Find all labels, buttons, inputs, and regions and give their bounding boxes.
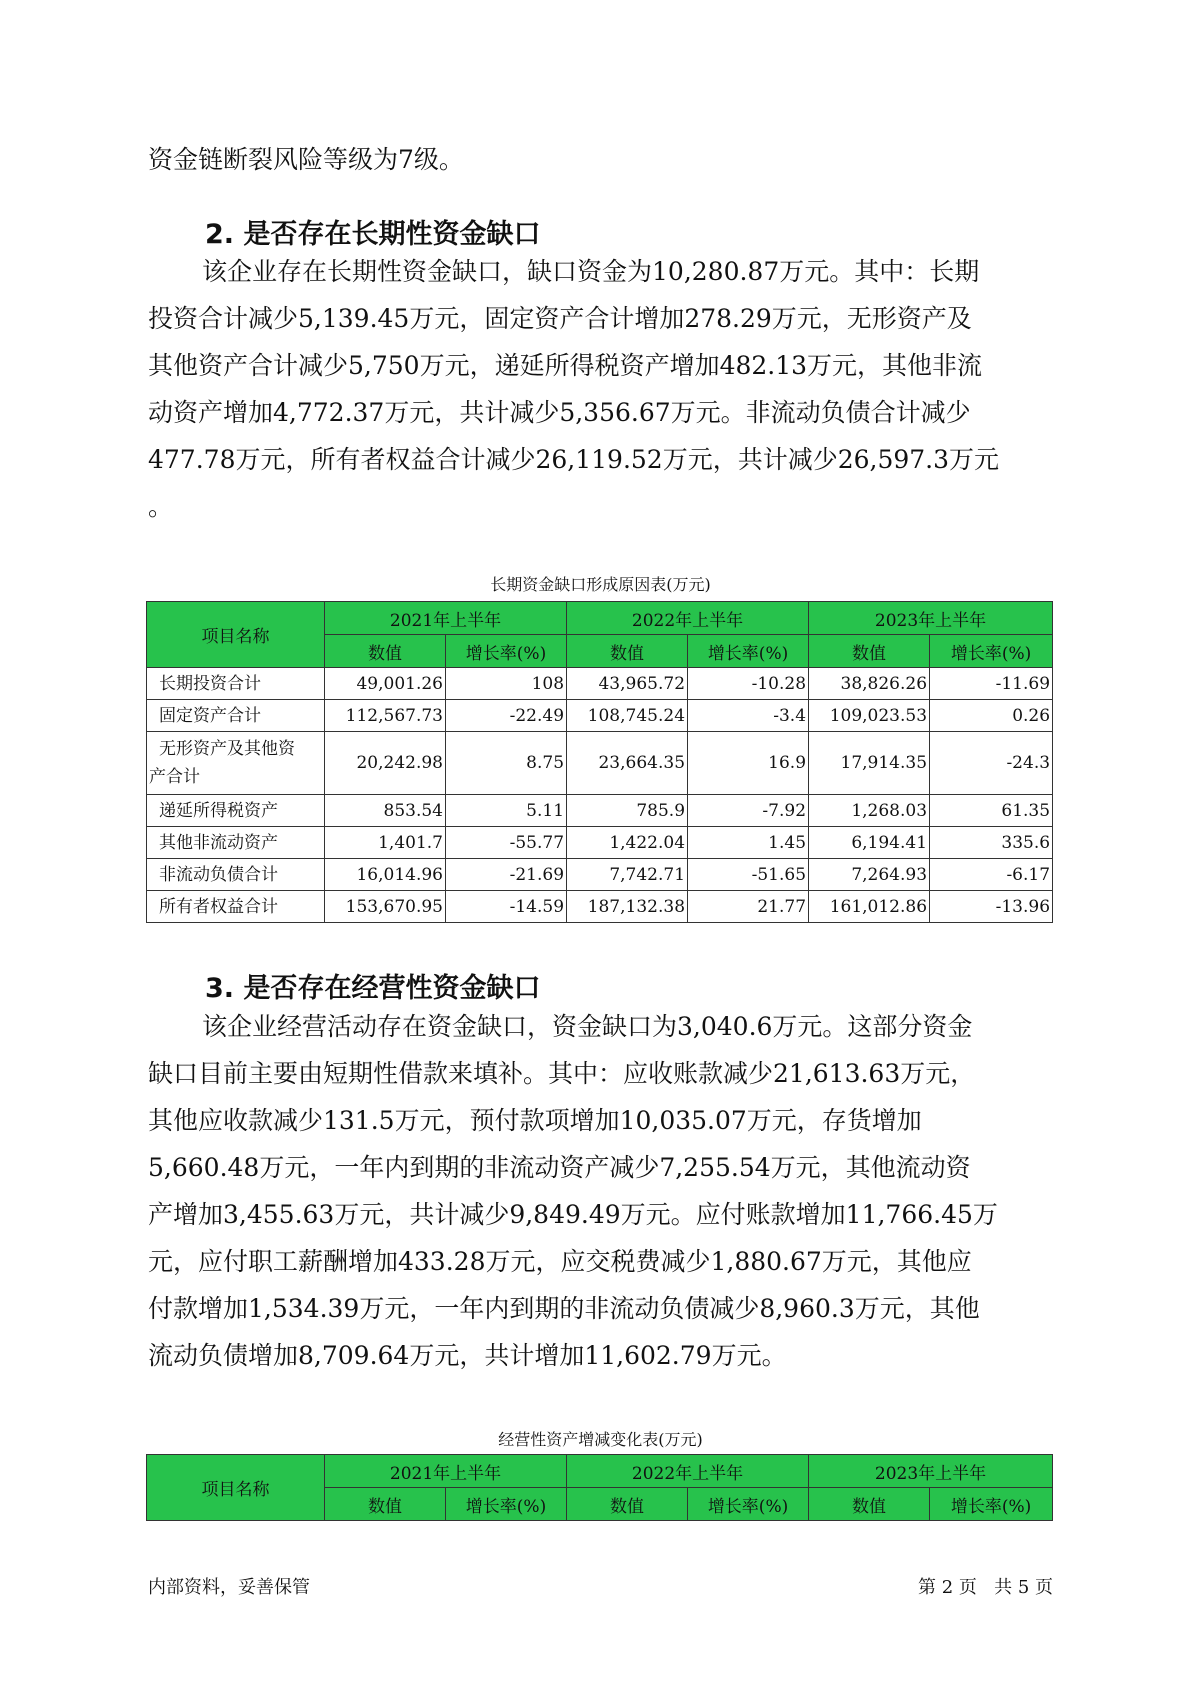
paragraph-line: 流动负债增加8,709.64万元，共计增加11,602.79万元。 <box>148 1341 787 1370</box>
row-item-name-line: 非流动负债合计 <box>159 864 278 885</box>
growth-rate-cell: -7.92 <box>688 795 809 827</box>
row-item-name-line: 所有者权益合计 <box>159 896 278 917</box>
growth-rate-cell: 8.75 <box>446 732 567 795</box>
value-cell: 1,268.03 <box>809 795 930 827</box>
footer-page-number: 第 2 页 共 5 页 <box>918 1577 1053 1598</box>
section2-heading: 2. 是否存在长期性资金缺口 <box>205 219 541 250</box>
footer-left: 内部资料，妥善保管 <box>148 1577 310 1598</box>
growth-header: 增长率(%) <box>930 635 1053 668</box>
intro-line: 资金链断裂风险等级为7级。 <box>148 145 464 174</box>
value-header: 数值 <box>809 635 930 668</box>
value-cell: 853.54 <box>325 795 446 827</box>
growth-rate-cell: 0.26 <box>930 700 1053 732</box>
table-row <box>147 827 1053 859</box>
value-cell: 17,914.35 <box>809 732 930 795</box>
paragraph-line: 。 <box>148 492 174 521</box>
growth-rate-cell: -21.69 <box>446 859 567 891</box>
value-cell: 153,670.95 <box>325 891 446 923</box>
row-item-name <box>147 700 325 732</box>
period-header: 2021年上半年 <box>325 602 567 635</box>
growth-rate-cell: -55.77 <box>446 827 567 859</box>
growth-rate-cell: -11.69 <box>930 668 1053 700</box>
growth-rate-cell: 335.6 <box>930 827 1053 859</box>
period-header: 2022年上半年 <box>567 1455 809 1488</box>
growth-header: 增长率(%) <box>688 635 809 668</box>
section3-heading: 3. 是否存在经营性资金缺口 <box>205 973 541 1004</box>
row-item-name <box>147 795 325 827</box>
value-cell: 161,012.86 <box>809 891 930 923</box>
growth-rate-cell: 21.77 <box>688 891 809 923</box>
table-row <box>147 859 1053 891</box>
growth-rate-cell: -22.49 <box>446 700 567 732</box>
intro-paragraph <box>148 136 1048 183</box>
paragraph-line: 5,660.48万元，一年内到期的非流动资产减少7,255.54万元，其他流动资 <box>148 1153 971 1182</box>
item-name-header: 项目名称 <box>147 1455 325 1521</box>
row-item-name <box>147 891 325 923</box>
value-cell: 49,001.26 <box>325 668 446 700</box>
growth-rate-cell: -24.3 <box>930 732 1053 795</box>
growth-rate-cell: 108 <box>446 668 567 700</box>
growth-rate-cell: 61.35 <box>930 795 1053 827</box>
value-cell: 1,401.7 <box>325 827 446 859</box>
growth-rate-cell: -3.4 <box>688 700 809 732</box>
growth-rate-cell: 5.11 <box>446 795 567 827</box>
row-item-name-line: 递延所得税资产 <box>159 800 278 821</box>
row-item-name-line: 无形资产及其他资 <box>159 739 295 759</box>
table-row <box>147 795 1053 827</box>
paragraph-line: 缺口目前主要由短期性借款来填补。其中：应收账款减少21,613.63万元， <box>148 1059 976 1088</box>
period-header: 2022年上半年 <box>567 602 809 635</box>
growth-header: 增长率(%) <box>446 1488 567 1521</box>
growth-rate-cell: -13.96 <box>930 891 1053 923</box>
table-row <box>147 668 1053 700</box>
item-name-header: 项目名称 <box>147 602 325 668</box>
section2-paragraph <box>148 248 1048 530</box>
value-cell: 16,014.96 <box>325 859 446 891</box>
table-row <box>147 732 1053 795</box>
paragraph-line: 该企业经营活动存在资金缺口，资金缺口为3,040.6万元。这部分资金 <box>202 1012 973 1041</box>
section3-paragraph <box>148 1003 1048 1379</box>
table2-caption: 经营性资产增减变化表(万元) <box>498 1430 703 1449</box>
growth-header: 增长率(%) <box>446 635 567 668</box>
row-item-name <box>147 859 325 891</box>
paragraph-line: 产增加3,455.63万元，共计减少9,849.49万元。应付账款增加11,766.45万 <box>148 1200 998 1229</box>
table-row <box>147 891 1053 923</box>
value-cell: 7,264.93 <box>809 859 930 891</box>
table1-caption: 长期资金缺口形成原因表(万元) <box>490 575 711 594</box>
value-cell: 7,742.71 <box>567 859 688 891</box>
growth-rate-cell: 16.9 <box>688 732 809 795</box>
period-header: 2021年上半年 <box>325 1455 567 1488</box>
value-cell: 20,242.98 <box>325 732 446 795</box>
value-header: 数值 <box>325 1488 446 1521</box>
growth-rate-cell: -10.28 <box>688 668 809 700</box>
row-item-name <box>147 668 325 700</box>
value-header: 数值 <box>567 635 688 668</box>
row-item-name-line: 其他非流动资产 <box>159 832 278 853</box>
value-header: 数值 <box>325 635 446 668</box>
value-cell: 187,132.38 <box>567 891 688 923</box>
operating-assets-table <box>146 1454 1053 1521</box>
value-cell: 43,965.72 <box>567 668 688 700</box>
value-header: 数值 <box>809 1488 930 1521</box>
paragraph-line: 元，应付职工薪酬增加433.28万元，应交税费减少1,880.67万元，其他应 <box>148 1247 972 1276</box>
value-cell: 38,826.26 <box>809 668 930 700</box>
row-item-name-line: 产合计 <box>149 767 200 787</box>
period-header: 2023年上半年 <box>809 602 1053 635</box>
growth-rate-cell: -14.59 <box>446 891 567 923</box>
table1-body <box>147 668 1053 923</box>
paragraph-line: 该企业存在长期性资金缺口，缺口资金为10,280.87万元。其中：长期 <box>202 257 980 286</box>
row-item-name-line: 长期投资合计 <box>159 673 261 694</box>
growth-rate-cell: 1.45 <box>688 827 809 859</box>
row-item-name-line: 固定资产合计 <box>159 705 261 726</box>
growth-header: 增长率(%) <box>930 1488 1053 1521</box>
long-term-gap-table <box>146 601 1053 923</box>
value-cell: 112,567.73 <box>325 700 446 732</box>
paragraph-line: 动资产增加4,772.37万元，共计减少5,356.67万元。非流动负债合计减少 <box>148 398 971 427</box>
value-cell: 108,745.24 <box>567 700 688 732</box>
paragraph-line: 其他资产合计减少5,750万元，递延所得税资产增加482.13万元，其他非流 <box>148 351 983 380</box>
paragraph-line: 投资合计减少5,139.45万元，固定资产合计增加278.29万元，无形资产及 <box>148 304 972 333</box>
value-cell: 109,023.53 <box>809 700 930 732</box>
period-header: 2023年上半年 <box>809 1455 1053 1488</box>
paragraph-line: 其他应收款减少131.5万元，预付款项增加10,035.07万元，存货增加 <box>148 1106 922 1135</box>
paragraph-line: 付款增加1,534.39万元，一年内到期的非流动负债减少8,960.3万元，其他 <box>148 1294 980 1323</box>
growth-rate-cell: -51.65 <box>688 859 809 891</box>
value-cell: 23,664.35 <box>567 732 688 795</box>
row-item-name <box>147 827 325 859</box>
value-cell: 1,422.04 <box>567 827 688 859</box>
value-header: 数值 <box>567 1488 688 1521</box>
value-cell: 785.9 <box>567 795 688 827</box>
growth-rate-cell: -6.17 <box>930 859 1053 891</box>
row-item-name <box>147 732 325 795</box>
value-cell: 6,194.41 <box>809 827 930 859</box>
table-row <box>147 700 1053 732</box>
paragraph-line: 477.78万元，所有者权益合计减少26,119.52万元，共计减少26,597.3万元 <box>148 445 1000 474</box>
growth-header: 增长率(%) <box>688 1488 809 1521</box>
